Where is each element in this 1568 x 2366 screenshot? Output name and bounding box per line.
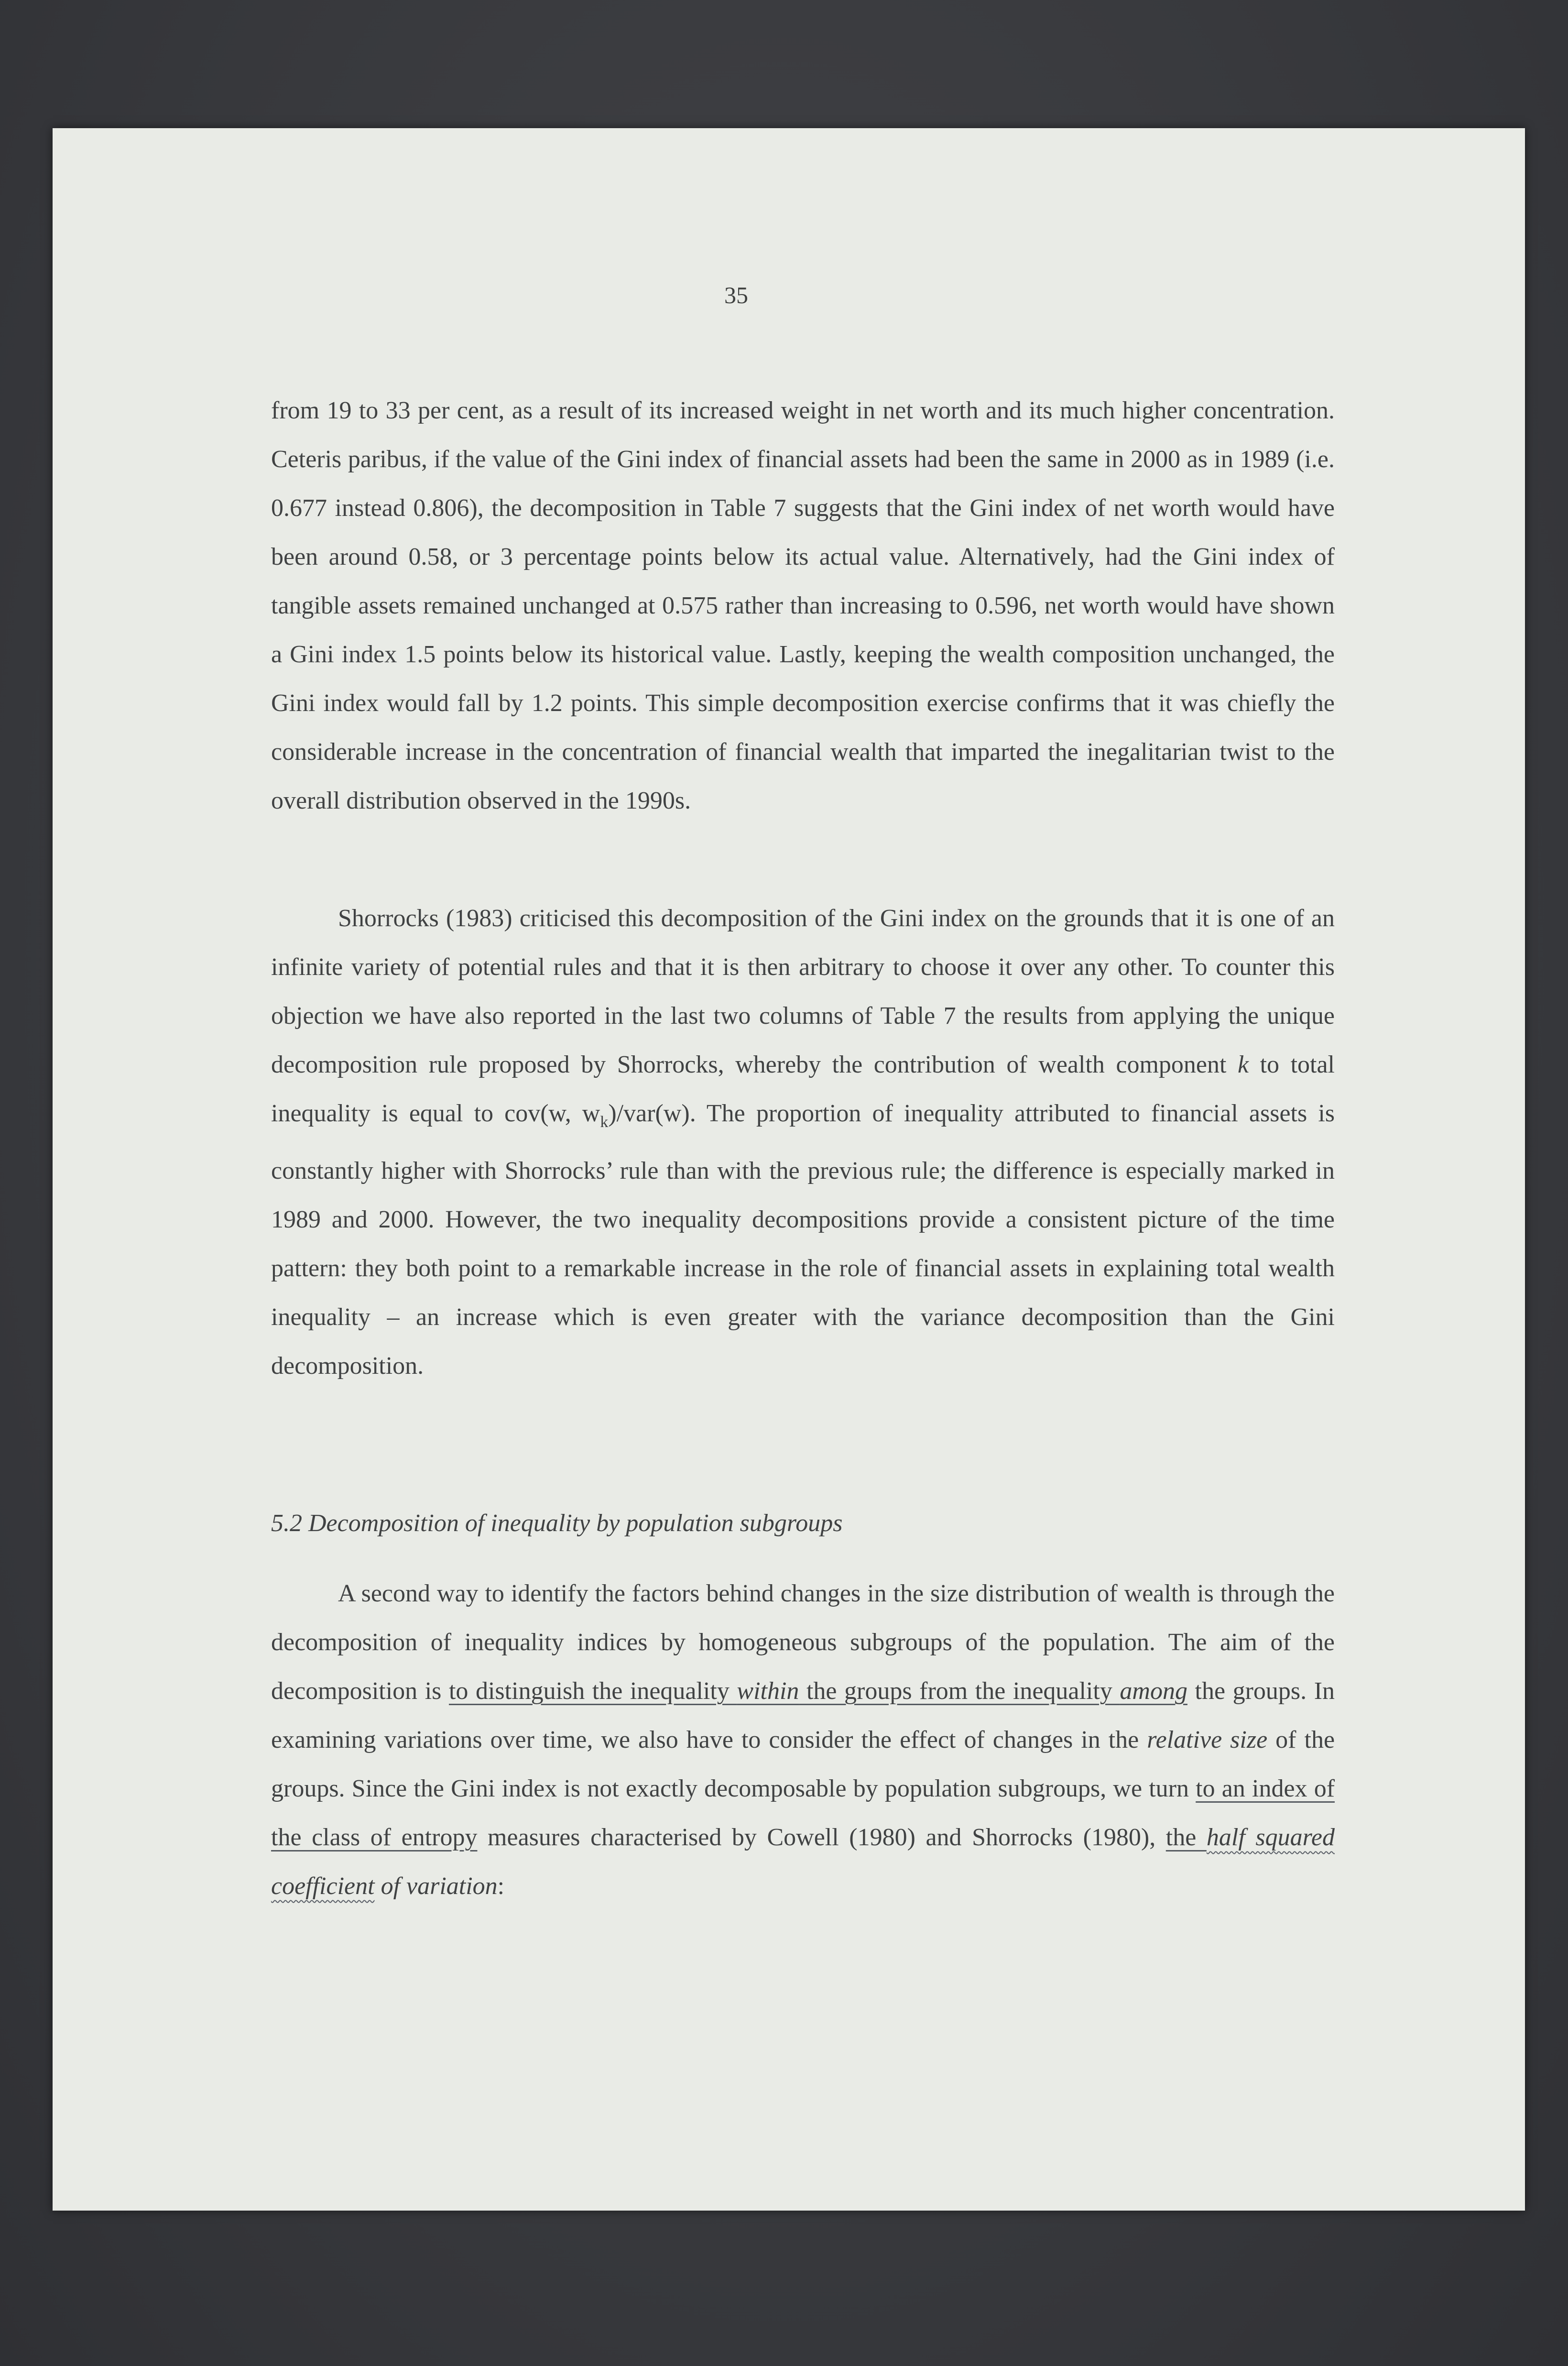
italic-among: among: [1120, 1677, 1187, 1705]
underlined-text-1-end: the groups from the inequality: [799, 1677, 1120, 1705]
paragraph-2-part-3: . The proportion of inequality attributed to financial assets is constantly higher with Shorrocks’ rule than with the previous rule; the difference is especially marked in 1989 and 2000. However, the two inequality decompositions provide a consistent picture of the time pattern: they both point to a remarkable increase in the role of financial assets in explaining total wealth inequality – an increase which is even greater with the variance decomposition than the Gini decomposition.: [271, 1100, 1335, 1380]
formula-cov-part: cov(w, w: [504, 1100, 600, 1127]
paragraph-2-text: [271, 894, 1335, 1391]
paragraph-3-part-2: the groups. In examining variations over time, we also have to consider the effect of changes in the: [271, 1677, 1335, 1753]
paragraph-3-part-4: measures characterised by Cowell (1980) and Shorrocks (1980),: [477, 1824, 1166, 1851]
italic-within: within: [737, 1677, 799, 1705]
paragraph-1-text: from 19 to 33 per cent, as a result of its increased weight in net worth and its much higher concentration. Ceteris paribus, if the value of the Gini index of financial assets had been the same in 2000 as in 1989 (i.e. 0.677 instead 0.806), the decomposition in Table 7 suggests that the Gini index of net worth would have been around 0.58, or 3 percentage points below its actual value. Alternatively, had the Gini index of tangible assets remained unchanged at 0.575 rather than increasing to 0.596, net worth would have shown a Gini index 1.5 points below its historical value. Lastly, keeping the wealth composition unchanged, the Gini index would fall by 1.2 points. This simple decomposition exercise confirms that it was chiefly the considerable increase in the concentration of financial wealth that imparted the inegalitarian twist to the overall distribution observed in the 1990s.: [271, 397, 1335, 814]
paragraph-gini-decomposition: [271, 386, 1335, 825]
section-heading: 5.2 Decomposition of inequality by population subgroups: [271, 1510, 843, 1537]
italic-of-variation: of variation: [374, 1873, 498, 1900]
covariance-formula: [504, 1100, 690, 1131]
italic-relative-size: relative size: [1147, 1726, 1268, 1753]
trailing-colon: :: [497, 1873, 505, 1900]
underlined-text-1: to distinguish the inequality: [448, 1677, 737, 1705]
formula-var-part: )/var(w): [608, 1100, 690, 1127]
formula-subscript-k: k: [600, 1113, 609, 1131]
italic-half-squared-coefficient: half squared coefficient: [271, 1824, 1335, 1900]
handwritten-underline-1: [449, 1677, 1187, 1705]
paragraph-shorrocks-critique: [271, 894, 1335, 1391]
paragraph-3-part-3: of the groups. Since the Gini index is not exactly decomposable by population subgroups, we turn: [271, 1726, 1335, 1802]
handwritten-underline-2: to an index of the class of entropy: [271, 1775, 1335, 1851]
variable-k: k: [1237, 1051, 1249, 1078]
paragraph-2-part-2: to total inequality is equal to: [271, 1051, 1335, 1127]
paragraph-3-part-1: A second way to identify the factors behind changes in the size distribution of wealth is through the decomposition of inequality indices by homogeneous subgroups of the population. The aim of the decomposition is: [271, 1580, 1335, 1705]
paragraph-subgroup-decomposition: [271, 1569, 1335, 1911]
handwritten-underline-3: the: [1165, 1824, 1207, 1851]
paragraph-3-text: [271, 1569, 1335, 1911]
paragraph-2-part-1: Shorrocks (1983) criticised this decomposition of the Gini index on the grounds that it is one of an infinite variety of potential rules and that it is then arbitrary to choose it over any other. To counter this objection we have also reported in the last two columns of Table 7 the results from applying the unique decomposition rule proposed by Shorrocks, whereby the contribution of wealth component: [271, 905, 1335, 1078]
page-number: 35: [724, 282, 748, 308]
